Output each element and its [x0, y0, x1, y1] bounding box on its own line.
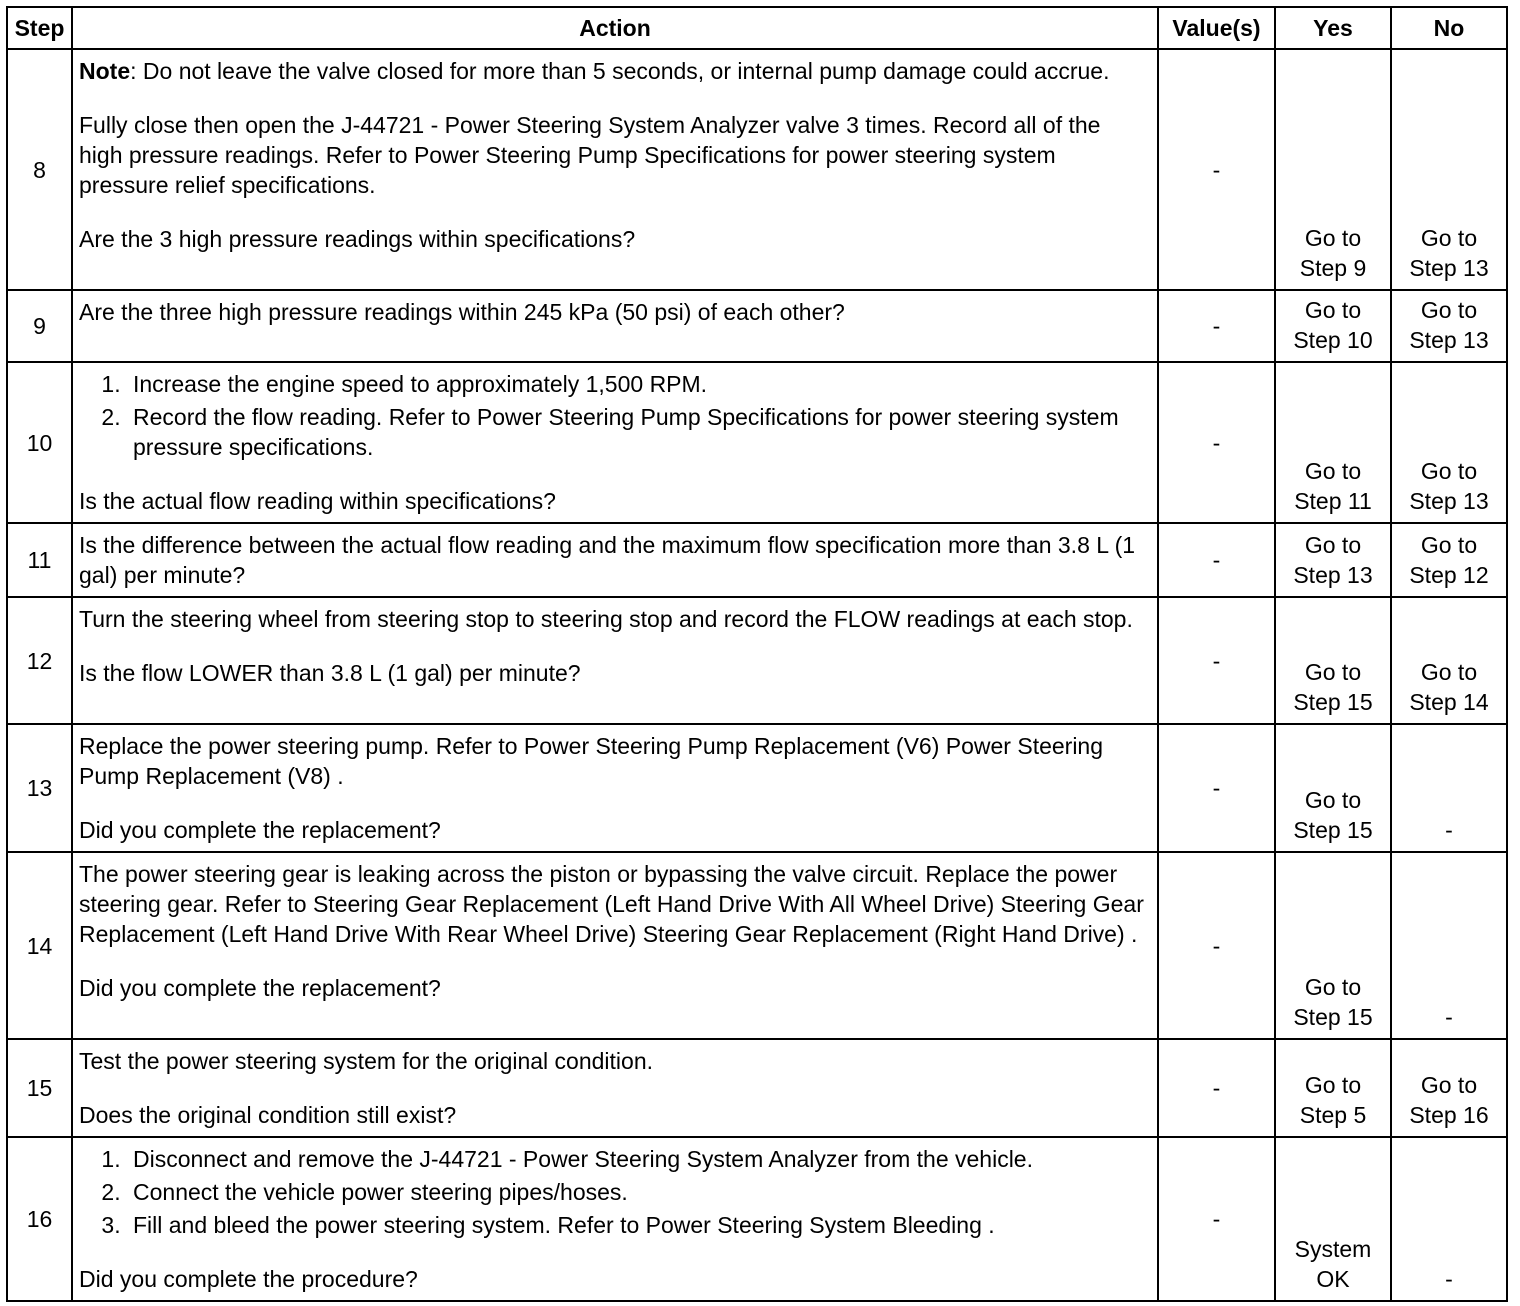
action-question: Is the flow LOWER than 3.8 L (1 gal) per minute? — [79, 660, 581, 686]
action-question: Did you complete the replacement? — [79, 975, 441, 1001]
action-cell — [72, 362, 1158, 523]
action-question: Is the actual flow reading within specifications? — [79, 488, 556, 514]
no-cell: - — [1391, 724, 1507, 852]
value-cell: - — [1158, 1039, 1275, 1137]
action-question: Does the original condition still exist? — [79, 1102, 457, 1128]
value-cell: - — [1158, 724, 1275, 852]
value-cell: - — [1158, 523, 1275, 597]
yes-cell: Go to Step 11 — [1275, 362, 1391, 523]
no-cell: Go to Step 16 — [1391, 1039, 1507, 1137]
header-no: No — [1391, 7, 1507, 49]
action-question: Did you complete the procedure? — [79, 1266, 418, 1292]
no-cell: Go to Step 13 — [1391, 49, 1507, 290]
yes-cell: Go to Step 9 — [1275, 49, 1391, 290]
yes-cell: Go to Step 15 — [1275, 724, 1391, 852]
yes-cell: Go to Step 5 — [1275, 1039, 1391, 1137]
action-cell — [72, 523, 1158, 597]
action-question: Is the difference between the actual flow reading and the maximum flow specification more than 3.8 L (1 gal) per minute? — [79, 532, 1136, 588]
yes-cell: Go to Step 13 — [1275, 523, 1391, 597]
action-paragraph: Fully close then open the J-44721 - Power Steering System Analyzer valve 3 times. Record all of the high pressure readings. Refer to Power Steering Pump Specifications for power steering system pressure relief specifications. — [79, 112, 1101, 198]
yes-cell: Go to Step 10 — [1275, 290, 1391, 362]
action-cell — [72, 597, 1158, 724]
list-item: 2. Record the flow reading. Refer to Power Steering Pump Specifications for power steering system pressure specifications. — [127, 402, 1149, 462]
action-cell — [72, 290, 1158, 362]
action-question: Did you complete the replacement? — [79, 817, 441, 843]
header-row — [7, 7, 1507, 49]
table-row-step-13 — [7, 724, 1507, 852]
no-cell: Go to Step 14 — [1391, 597, 1507, 724]
no-cell: Go to Step 13 — [1391, 290, 1507, 362]
yes-cell: Go to Step 15 — [1275, 852, 1391, 1039]
no-cell: Go to Step 12 — [1391, 523, 1507, 597]
no-cell: - — [1391, 852, 1507, 1039]
step-number: 14 — [7, 852, 72, 1039]
yes-cell: Go to Step 15 — [1275, 597, 1391, 724]
diagnostic-table-frame — [6, 6, 1508, 1302]
action-cell — [72, 724, 1158, 852]
header-step: Step — [7, 7, 72, 49]
step-number: 16 — [7, 1137, 72, 1301]
action-paragraph: The power steering gear is leaking across the piston or bypassing the valve circuit. Replace the power steering gear. Refer to Steering Gear Replacement (Left Hand Drive With All Wheel Drive) Steering Gear Replacement (Left Hand Drive With Rear Wheel Drive) Steering Gear Replacement (Right Hand Drive) . — [79, 861, 1144, 947]
step-number: 12 — [7, 597, 72, 724]
table-row-step-14 — [7, 852, 1507, 1039]
list-item: 3. Fill and bleed the power steering system. Refer to Power Steering System Bleeding . — [127, 1210, 1149, 1240]
action-cell — [72, 1137, 1158, 1301]
action-question: Are the three high pressure readings within 245 kPa (50 psi) of each other? — [79, 299, 845, 325]
header-values: Value(s) — [1158, 7, 1275, 49]
header-yes: Yes — [1275, 7, 1391, 49]
value-cell: - — [1158, 290, 1275, 362]
step-number: 8 — [7, 49, 72, 290]
action-list — [79, 1144, 1149, 1240]
table-row-step-16 — [7, 1137, 1507, 1301]
no-cell: Go to Step 13 — [1391, 362, 1507, 523]
action-cell — [72, 1039, 1158, 1137]
no-cell: - — [1391, 1137, 1507, 1301]
step-number: 15 — [7, 1039, 72, 1137]
header-action: Action — [72, 7, 1158, 49]
yes-cell: System OK — [1275, 1137, 1391, 1301]
table-row-step-15 — [7, 1039, 1507, 1137]
value-cell: - — [1158, 362, 1275, 523]
action-cell — [72, 49, 1158, 290]
table-row-step-12 — [7, 597, 1507, 724]
action-paragraph: Turn the steering wheel from steering stop to steering stop and record the FLOW readings at each stop. — [79, 606, 1133, 632]
step-number: 13 — [7, 724, 72, 852]
note-paragraph — [79, 56, 1149, 86]
list-item: 1. Increase the engine speed to approximately 1,500 RPM. — [127, 369, 1149, 399]
note-text: : Do not leave the valve closed for more than 5 seconds, or internal pump damage could accrue. — [130, 58, 1110, 84]
value-cell: - — [1158, 597, 1275, 724]
value-cell: - — [1158, 852, 1275, 1039]
diagnostic-steps-table — [6, 6, 1508, 1302]
value-cell: - — [1158, 49, 1275, 290]
table-row-step-8 — [7, 49, 1507, 290]
table-row-step-9 — [7, 290, 1507, 362]
action-paragraph: Test the power steering system for the original condition. — [79, 1048, 654, 1074]
list-item: 2. Connect the vehicle power steering pipes/hoses. — [127, 1177, 1149, 1207]
action-paragraph: Replace the power steering pump. Refer to Power Steering Pump Replacement (V6) Power Steering Pump Replacement (V8) . — [79, 733, 1104, 789]
action-question: Are the 3 high pressure readings within specifications? — [79, 226, 636, 252]
step-number: 10 — [7, 362, 72, 523]
value-cell: - — [1158, 1137, 1275, 1301]
table-row-step-10 — [7, 362, 1507, 523]
step-number: 9 — [7, 290, 72, 362]
table-row-step-11 — [7, 523, 1507, 597]
note-label: Note — [79, 58, 131, 84]
list-item: 1. Disconnect and remove the J-44721 - Power Steering System Analyzer from the vehicle. — [127, 1144, 1149, 1174]
action-list — [79, 369, 1149, 462]
action-cell — [72, 852, 1158, 1039]
step-number: 11 — [7, 523, 72, 597]
